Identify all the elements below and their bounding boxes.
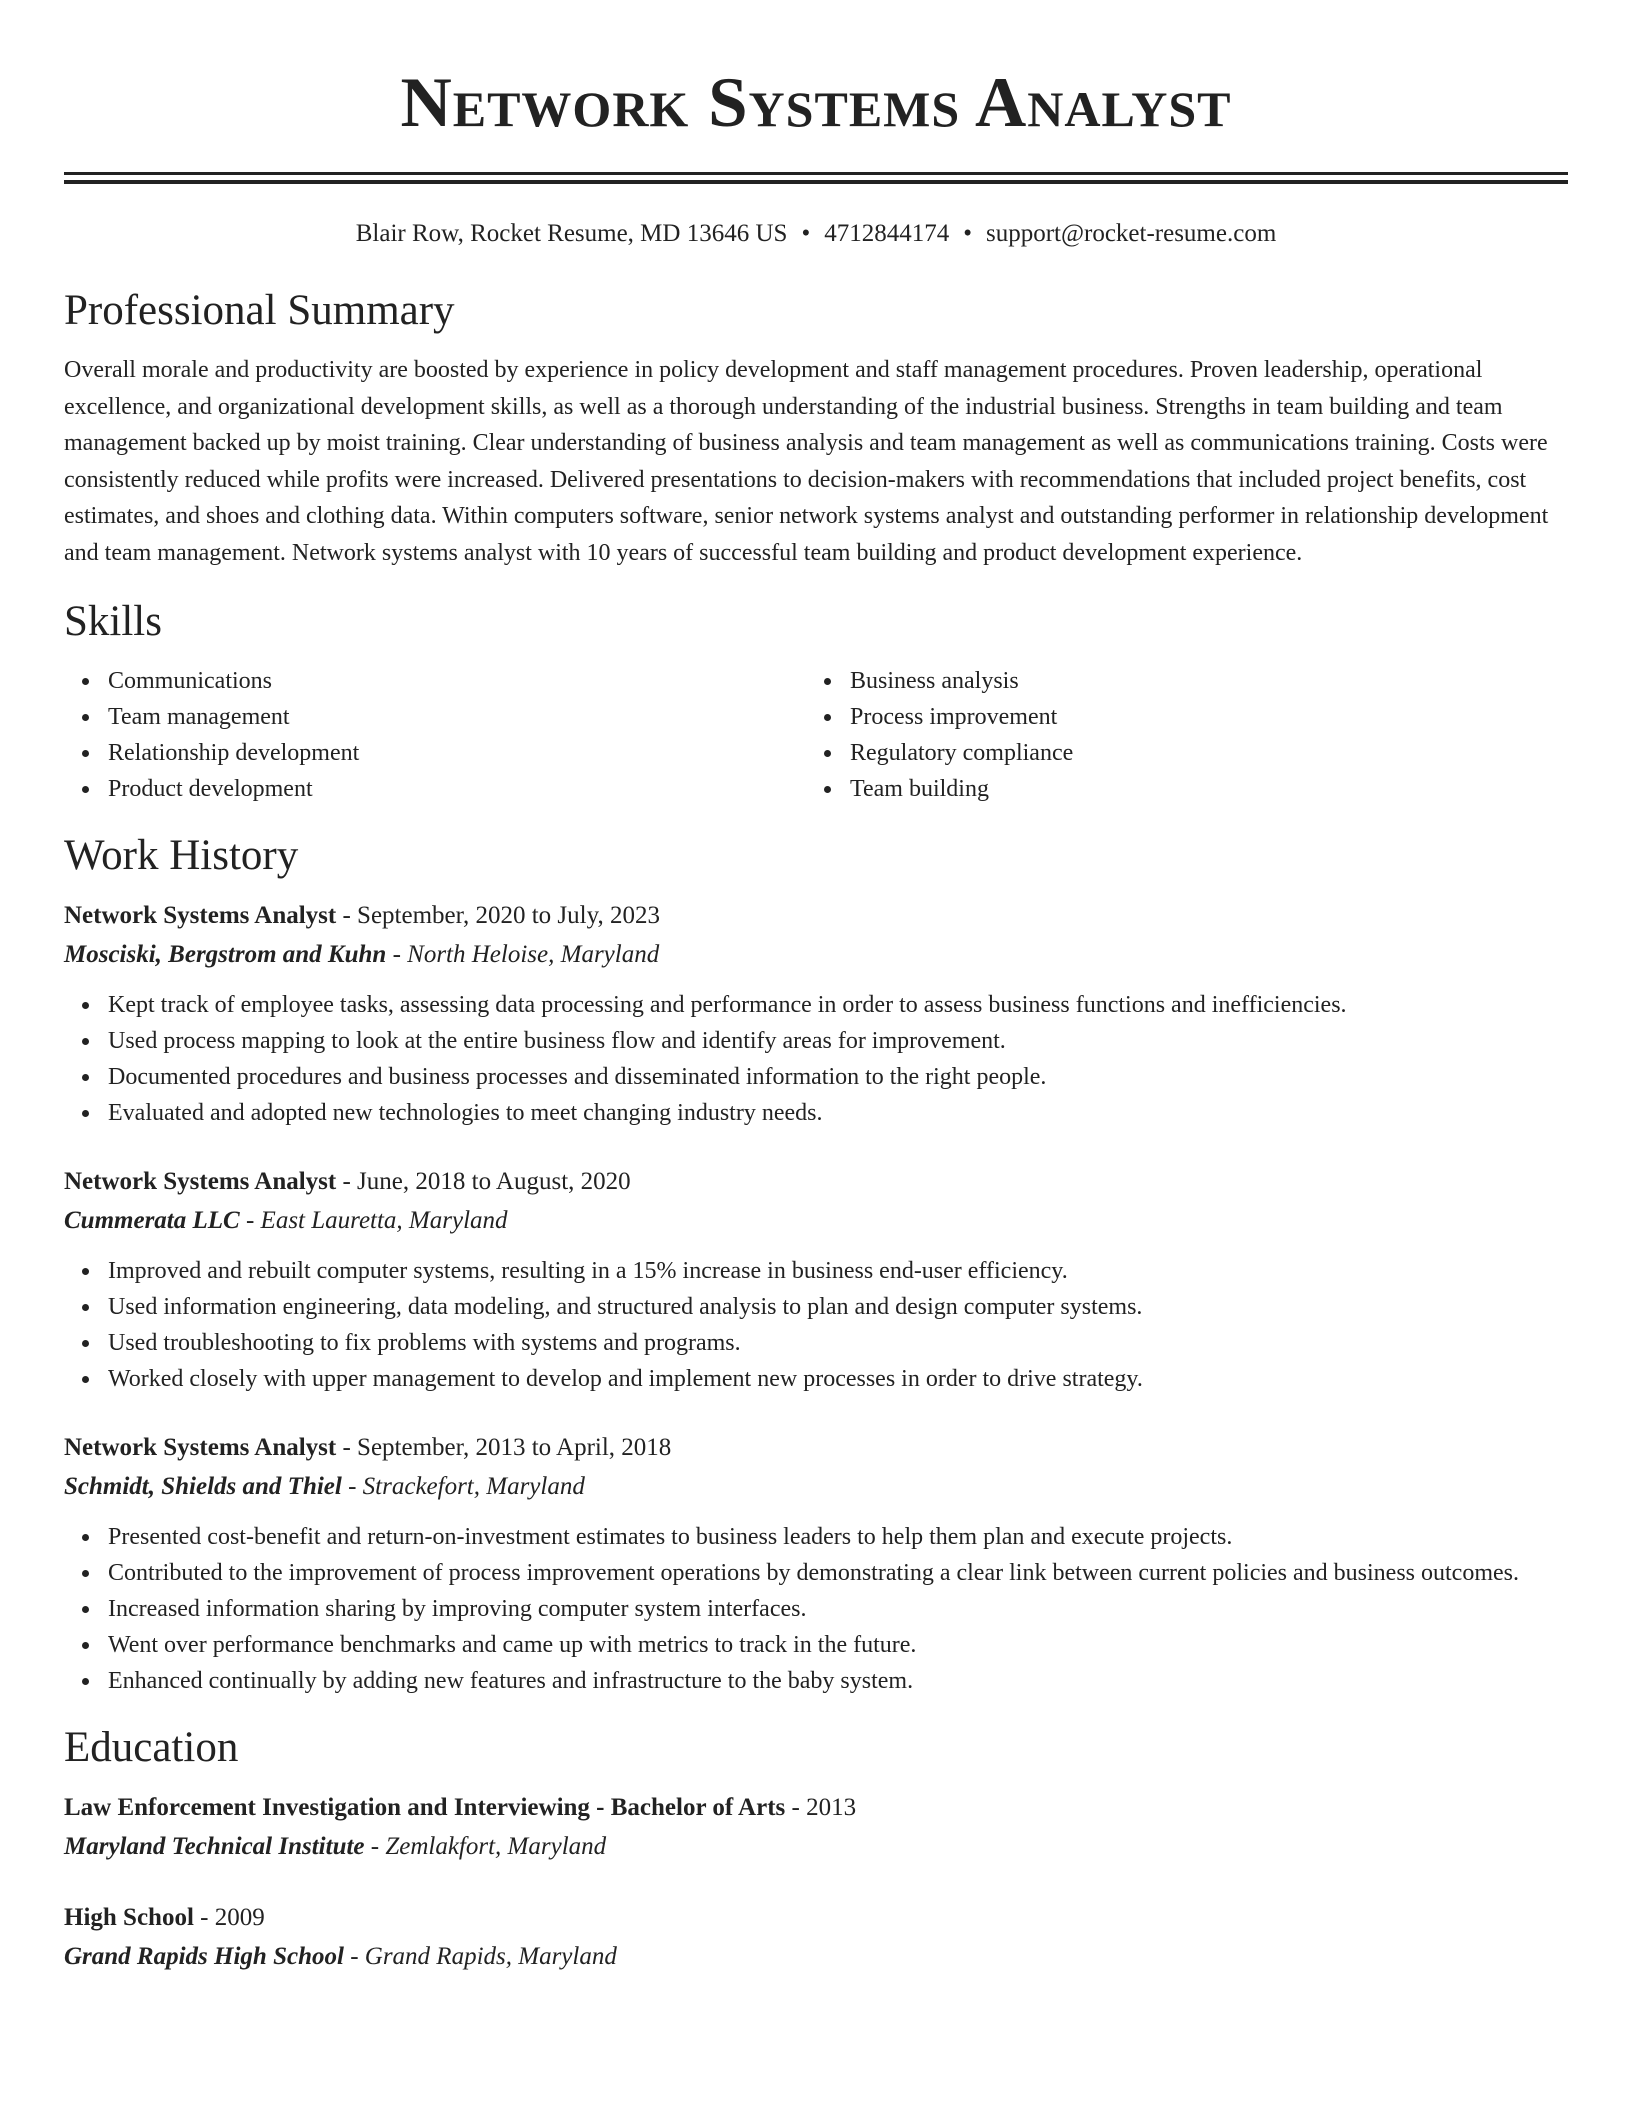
job-title: Network Systems Analyst bbox=[64, 1434, 337, 1461]
education-location: - Grand Rapids, Maryland bbox=[343, 1943, 617, 1970]
job-duties bbox=[64, 1253, 1568, 1397]
skill-item: Communications bbox=[64, 663, 806, 699]
duty-item: Worked closely with upper management to develop and implement new processes in order to drive strategy. bbox=[64, 1361, 1568, 1397]
job-location: - North Heloise, Maryland bbox=[386, 941, 660, 968]
education-school: Grand Rapids High School bbox=[64, 1943, 344, 1970]
duty-item: Kept track of employee tasks, assessing data processing and performance in order to assess business functions and inefficiencies. bbox=[64, 987, 1568, 1023]
education-degree: High School bbox=[64, 1904, 194, 1931]
job-company: Mosciski, Bergstrom and Kuhn bbox=[64, 941, 387, 968]
job-dates: - June, 2018 to August, 2020 bbox=[336, 1168, 631, 1195]
job-location: - East Lauretta, Maryland bbox=[239, 1207, 508, 1234]
education-year: - 2013 bbox=[785, 1794, 857, 1821]
section-heading-skills: Skills bbox=[64, 598, 162, 645]
education-school-line bbox=[64, 1937, 1568, 1977]
duty-item: Presented cost-benefit and return-on-investment estimates to business leaders to help them plan and execute projects. bbox=[64, 1519, 1568, 1555]
summary-text: Overall morale and productivity are boosted by experience in policy development and staff management procedures. Proven leadership, operational excellence, and organizational development skills, as well as a thorough understanding of the industrial business. Strengths in team building and team management backed up by moist training. Clear understanding of business analysis and team management as well as communications training. Costs were consistently reduced while profits were increased. Delivered presentations to decision-makers with recommendations that included project benefits, cost estimates, and shoes and clothing data. Within computers software, senior network systems analyst and outstanding performer in relationship development and team management. Network systems analyst with 10 years of successful team building and product development experience. bbox=[64, 357, 1549, 566]
job-duties bbox=[64, 1519, 1568, 1699]
section-heading-summary: Professional Summary bbox=[64, 287, 455, 334]
job-dates: - September, 2020 to July, 2023 bbox=[336, 902, 660, 929]
job-employer bbox=[64, 935, 1568, 975]
skills-column-right bbox=[806, 663, 1548, 807]
skill-item: Process improvement bbox=[806, 699, 1548, 735]
job-entry bbox=[64, 1163, 1568, 1397]
job-employer bbox=[64, 1467, 1568, 1507]
contact-phone: 4712844174 bbox=[824, 220, 950, 247]
education-school-line bbox=[64, 1827, 1568, 1867]
education-year: - 2009 bbox=[193, 1904, 265, 1931]
duty-item: Increased information sharing by improving computer system interfaces. bbox=[64, 1591, 1568, 1627]
duty-item: Used information engineering, data modeling, and structured analysis to plan and design computer systems. bbox=[64, 1289, 1568, 1325]
job-duties bbox=[64, 987, 1568, 1131]
education-header bbox=[64, 1789, 1568, 1827]
skill-item: Team management bbox=[64, 699, 806, 735]
skill-item: Relationship development bbox=[64, 735, 806, 771]
education-entry bbox=[64, 1899, 1568, 1977]
job-title: Network Systems Analyst bbox=[64, 1168, 337, 1195]
duty-item: Went over performance benchmarks and came up with metrics to track in the future. bbox=[64, 1627, 1568, 1663]
job-entry bbox=[64, 897, 1568, 1131]
contact-separator: • bbox=[963, 220, 972, 247]
job-company: Cummerata LLC bbox=[64, 1207, 240, 1234]
contact-line bbox=[64, 218, 1568, 250]
contact-separator: • bbox=[801, 220, 811, 247]
skills-column-left bbox=[64, 663, 806, 807]
duty-item: Used process mapping to look at the entire business flow and identify areas for improvement. bbox=[64, 1023, 1568, 1059]
duty-item: Evaluated and adopted new technologies to meet changing industry needs. bbox=[64, 1095, 1568, 1131]
job-dates: - September, 2013 to April, 2018 bbox=[336, 1434, 672, 1461]
resume-title: Network Systems Analyst bbox=[400, 64, 1232, 142]
job-header bbox=[64, 897, 1568, 935]
job-employer bbox=[64, 1201, 1568, 1241]
section-heading-education: Education bbox=[64, 1724, 239, 1771]
contact-address: Blair Row, Rocket Resume, MD 13646 US bbox=[355, 220, 788, 247]
skill-item: Business analysis bbox=[806, 663, 1548, 699]
duty-item: Contributed to the improvement of process improvement operations by demonstrating a clear link between current policies and business outcomes. bbox=[64, 1555, 1568, 1591]
duty-item: Improved and rebuilt computer systems, resulting in a 15% increase in business end-user efficiency. bbox=[64, 1253, 1568, 1289]
duty-item: Enhanced continually by adding new features and infrastructure to the baby system. bbox=[64, 1663, 1568, 1699]
job-title: Network Systems Analyst bbox=[64, 902, 337, 929]
education-header bbox=[64, 1899, 1568, 1937]
job-entry bbox=[64, 1429, 1568, 1699]
skills-list bbox=[64, 663, 1568, 807]
job-company: Schmidt, Shields and Thiel bbox=[64, 1473, 342, 1500]
skill-item: Product development bbox=[64, 771, 806, 807]
duty-item: Used troubleshooting to fix problems with systems and programs. bbox=[64, 1325, 1568, 1361]
skill-item: Team building bbox=[806, 771, 1548, 807]
skill-item: Regulatory compliance bbox=[806, 735, 1548, 771]
job-header bbox=[64, 1429, 1568, 1467]
duty-item: Documented procedures and business processes and disseminated information to the right people. bbox=[64, 1059, 1568, 1095]
education-degree: Law Enforcement Investigation and Interviewing - Bachelor of Arts bbox=[64, 1794, 786, 1821]
education-location: - Zemlakfort, Maryland bbox=[364, 1833, 607, 1860]
education-school: Maryland Technical Institute bbox=[64, 1833, 365, 1860]
job-location: - Strackefort, Maryland bbox=[341, 1473, 585, 1500]
title-double-rule bbox=[64, 172, 1568, 184]
education-entry bbox=[64, 1789, 1568, 1867]
job-header bbox=[64, 1163, 1568, 1201]
section-heading-work-history: Work History bbox=[64, 832, 299, 879]
contact-email: support@rocket-resume.com bbox=[985, 220, 1277, 247]
